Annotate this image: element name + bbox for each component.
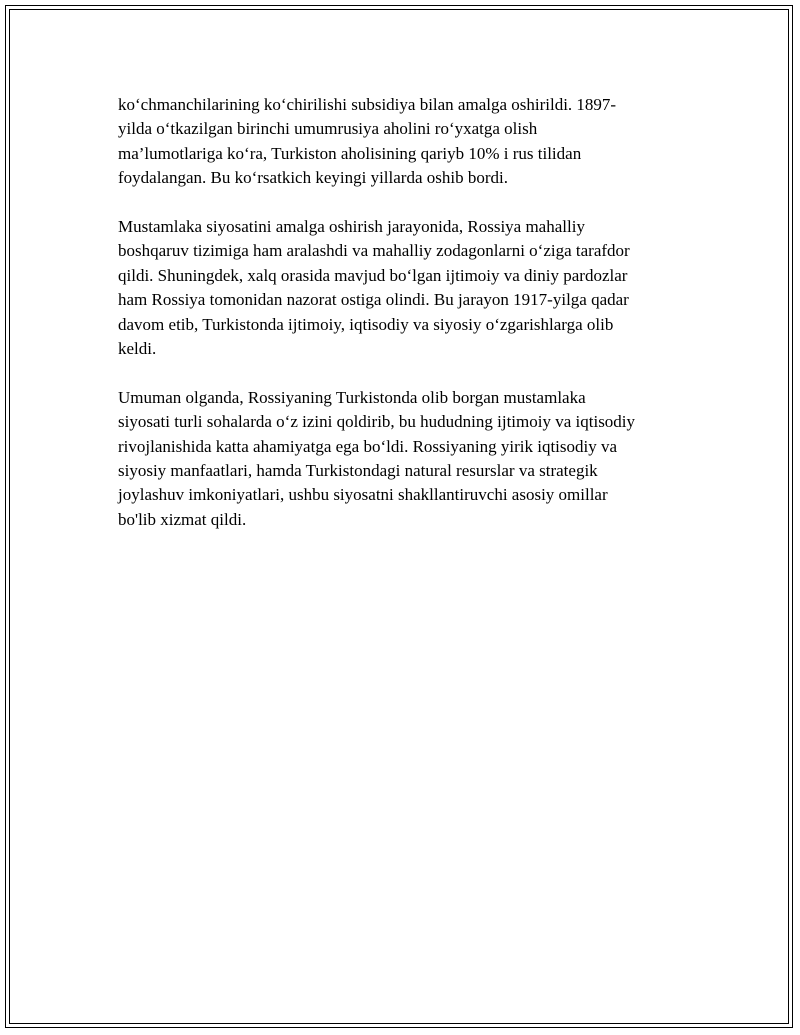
paragraph-line: siyosati turli sohalarda o‘z izini qoldirib, bu hududning ijtimoiy va iqtisodiy (118, 412, 636, 432)
paragraph-line: foydalangan. Bu ko‘rsatkich keyingi yillarda oshib bordi. (118, 168, 508, 188)
paragraph-2 (118, 215, 698, 361)
paragraph-line: siyosiy manfaatlari, hamda Turkistondagi natural resurslar va strategik (118, 461, 598, 481)
paragraph-1 (118, 93, 698, 191)
paragraph-line: yilda o‘tkazilgan birinchi umumrusiya aholini ro‘yxatga olish (118, 119, 538, 139)
paragraph-line: ma’lumotlariga ko‘ra, Turkiston aholisining qariyb 10% i rus tilidan (118, 143, 582, 163)
paragraph-line: davom etib, Turkistonda ijtimoiy, iqtisodiy va siyosiy o‘zgarishlarga olib (118, 314, 614, 334)
paragraph-line: bo'lib xizmat qildi. (118, 509, 247, 529)
paragraph-line: joylashuv imkoniyatlari, ushbu siyosatni shakllantiruvchi asosiy omillar (118, 485, 608, 505)
document-body (118, 93, 698, 557)
paragraph-line: ham Rossiya tomonidan nazorat ostiga olindi. Bu jarayon 1917-yilga qadar (118, 290, 629, 310)
paragraph-line: keldi. (118, 339, 157, 359)
paragraph-line: Mustamlaka siyosatini amalga oshirish jarayonida, Rossiya mahalliy (118, 217, 585, 237)
paragraph-3 (118, 386, 698, 532)
paragraph-line: boshqaruv tizimiga ham aralashdi va mahalliy zodagonlarni o‘ziga tarafdor (118, 241, 630, 261)
paragraph-line: Umuman olganda, Rossiyaning Turkistonda olib borgan mustamlaka (118, 387, 586, 407)
paragraph-line: rivojlanishida katta ahamiyatga ega bo‘ldi. Rossiyaning yirik iqtisodiy va (118, 436, 618, 456)
paragraph-line: ko‘chmanchilarining ko‘chirilishi subsidiya bilan amalga oshirildi. 1897- (118, 95, 617, 114)
paragraph-line: qildi. Shuningdek, xalq orasida mavjud bo‘lgan ijtimoiy va diniy pardozlar (118, 265, 628, 285)
